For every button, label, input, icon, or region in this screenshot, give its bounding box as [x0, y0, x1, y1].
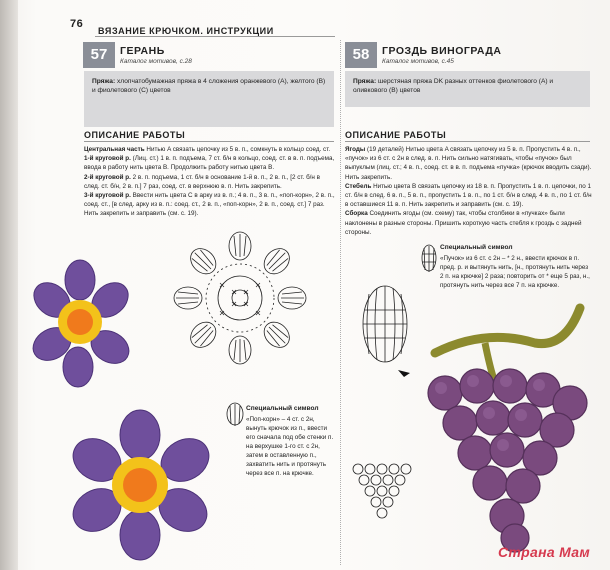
assembly-label: Сборка	[345, 210, 368, 218]
yarn-box-right	[345, 71, 590, 107]
stem-label: Стебель	[345, 182, 372, 190]
section-rule-left	[84, 141, 334, 142]
yarn-text-left: хлопчатобумажная пряжа в 4 сложения оранжевого (A), желтого (B) и фиолетового (C) цветов	[92, 78, 326, 94]
instructions-right	[345, 145, 593, 237]
section-rule-right	[345, 141, 590, 142]
yarn-box-left	[84, 71, 334, 127]
pattern-number-right: 58	[345, 42, 377, 68]
pattern-title-right: ГРОЗДЬ ВИНОГРАДА	[382, 45, 502, 57]
berry-chart	[355, 282, 415, 372]
stem-text: Нитью цвета B связать цепочку из 18 в. п. Пропустить 1 в. п. цепочки, по 1 ст. б/н в след. 6 в. п., 5 в. п., пропустить 1 в. п., по 1 ст. б/н в след. 4 в. п., по 1 ст. б/н в оставшиеся 11 в. п. Нить закрепить и заправить (см. с. 19).	[345, 182, 592, 209]
berries-text: (19 деталей) Нитью цвета A связать цепочку из 5 в. п. Пропустить 4 в. п., «пучок» из 6 ст. с 2н в след. в. п. Нить сильно натягивать, чтобы «пучок» был выпуклым (лиц. ст.; 4 в. п., соед. ст. в в. п. подъема «пучка» (крючок вводить сзади). Нить закрепить.	[345, 146, 592, 181]
pattern-number-left: 57	[83, 42, 115, 68]
geranium-photo-bottom	[65, 410, 215, 560]
header-rule	[95, 36, 335, 37]
catalog-ref-left: Каталог мотивов, с.28	[120, 58, 192, 65]
arrow-icon	[398, 368, 412, 378]
yarn-label-right: Пряжа:	[353, 78, 377, 85]
geranium-chart	[170, 228, 310, 368]
row2-label: 2-й круговой р.	[84, 173, 131, 181]
assembly-text: Соединить ягоды (см. схему) так, чтобы столбики в «пучках» были наклонены в разные стороны. Пришить короткую часть стебля к гроздь с задней стороны.	[345, 210, 582, 236]
geranium-photo-top	[40, 262, 150, 392]
symbol-text-right: «Пучок» из 6 ст. с 2н – * 2 н., ввести крючок в п. пред. р. и вытянуть нить, [н., протянуть нить через 2 п. на крючке] 2 раза; повторить от * еще 5 раз, н., протянуть нить через все 7 п. на крючке.	[440, 255, 590, 289]
section-title-right: ОПИСАНИЕ РАБОТЫ	[345, 130, 447, 140]
yarn-text-right: шерстяная пряжа DK разных оттенков фиолетового (A) и оливкового (B) цветов	[353, 78, 554, 94]
symbol-note-left	[246, 404, 334, 478]
instructions-left	[84, 145, 336, 219]
symbol-note-right	[440, 243, 590, 290]
row3-text: Ввести нить цвета C в арку из в. п.; 4 в. п., 3 в. п., «поп-корн», 2 в. п., соед. ст., [в след. арку из в. п.: соед. ст., 2 в. п., «поп-корн», 2 в. п., соед. ст.] 7 раз. Нить закрепить и заправить (см. с. 19).	[84, 192, 335, 218]
section-title-left: ОПИСАНИЕ РАБОТЫ	[84, 130, 186, 140]
row1-label: 1-й круговой р.	[84, 155, 131, 163]
yarn-label-left: Пряжа:	[92, 78, 116, 85]
center-text: Нитью A связать цепочку из 5 в. п., сомкнуть в кольцо соед. ст.	[146, 146, 331, 153]
berries-label: Ягоды	[345, 146, 366, 153]
book-spine-edge	[0, 0, 18, 570]
row1-text: (Лиц. ст.) 1 в. п. подъема, 7 ст. б/н в кольцо, соед. ст. в в. п. подъема, ввода в работу нить цвета B. Продолжить работу нитью цвета B.	[84, 155, 335, 172]
cluster-symbol-icon	[420, 244, 438, 274]
watermark-credit: Страна Мам	[498, 544, 591, 560]
row3-label: 3-й круговой р.	[84, 192, 131, 200]
page-number: 76	[70, 18, 84, 30]
catalog-ref-right: Каталог мотивов, с.45	[382, 58, 454, 65]
grape-photo	[415, 298, 600, 558]
symbol-text-left: «Поп-корн» – 4 ст. с 2н, вынуть крючок из п., ввести его сначала под обе стенки п. на верхушке 1-го ст. с 2н, затем в оставленную п., захватить нить и протянуть через все п. на крючке.	[246, 416, 334, 477]
assembly-diagram	[350, 462, 420, 517]
row2-text: 2 в. п. подъема, 1 ст. б/н в основание 1-й в. п., 2 в. п., [2 ст. б/н в след. ст. б/н, 2 в. п.] 7 раз, соед. ст. в верхнюю в. п. Нить закрепить.	[84, 173, 321, 190]
symbol-title-left: Специальный символ	[246, 405, 319, 412]
page-divider	[340, 40, 341, 565]
pattern-title-left: ГЕРАНЬ	[120, 45, 165, 57]
symbol-title-right: Специальный символ	[440, 244, 513, 251]
popcorn-symbol-icon	[225, 402, 245, 428]
center-label: Центральная часть	[84, 146, 145, 153]
running-title: ВЯЗАНИЕ КРЮЧКОМ. ИНСТРУКЦИИ	[98, 26, 274, 36]
